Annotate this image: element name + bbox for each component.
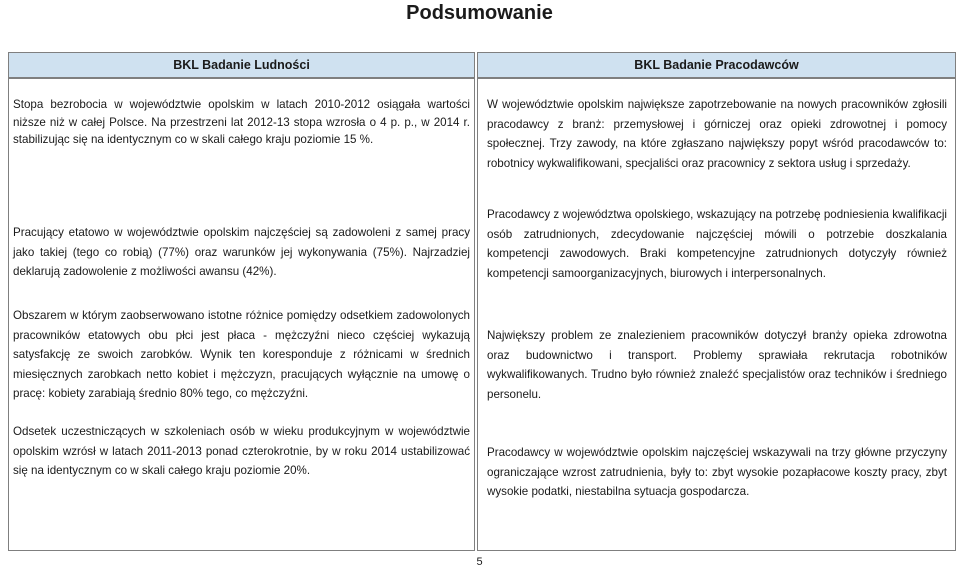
page-number: 5	[476, 556, 483, 568]
summary-paragraph: Pracujący etatowo w województwie opolskim najczęściej są zadowoleni z samej pracy jako takiej (tego co robią) (77%) oraz warunków jej wykonywania (75%). Najrzadziej deklarują zadowolenie z możliwości awansu (42%).	[13, 226, 470, 278]
summary-paragraph: Pracodawcy w województwie opolskim najczęściej wskazywali na trzy główne przyczyny ograniczające wzrost zatrudnienia, były to: zbyt wysokie pozapłacowe koszty pracy, zbyt wysokie podatki, niestabilna sytuacja gospodarcza.	[487, 446, 947, 498]
employer-column	[477, 78, 956, 551]
summary-paragraph: Największy problem ze znalezieniem pracowników dotyczył branży opieka zdrowotna oraz budownictwo i transport. Problemy sprawiała rekrutacja robotników wykwalifikowanych. Trudno było również znaleźć specjalistów oraz techników i średniego personelu.	[487, 329, 947, 401]
population-column	[8, 78, 475, 551]
summary-table	[8, 52, 956, 551]
header-employer-study: BKL Badanie Pracodawców	[477, 52, 956, 78]
page-title: Podsumowanie	[406, 2, 553, 24]
summary-paragraph: Stopa bezrobocia w województwie opolskim w latach 2010-2012 osiągała wartości niższe niż w całej Polsce. Na przestrzeni lat 2012-13 stopa wzrosła o 4 p. p., w 2014 r. stabilizując się na identycznym co w skali całego kraju poziomie 15 %.	[13, 98, 470, 146]
summary-paragraph: Odsetek uczestniczących w szkoleniach osób w wieku produkcyjnym w województwie opolskim wzrósł w latach 2011-2013 ponad czterokrotnie, by w roku 2014 ustabilizować się na identycznym co w skali całego kraju poziomie 20%.	[13, 425, 470, 477]
summary-paragraph: W województwie opolskim największe zapotrzebowanie na nowych pracowników zgłosili pracodawcy z branż: przemysłowej i górniczej oraz opieki zdrowotnej i pomocy społecznej. Trzy zawody, na które zgłaszano największy popyt wśród pracodawców to: robotnicy wykwalifikowani, specjaliści oraz pracownicy z sektora usług i sprzedaży.	[487, 98, 947, 170]
summary-paragraph: Obszarem w którym zaobserwowano istotne różnice pomiędzy odsetkiem zadowolonych pracowników etatowych obu płci jest płaca - mężczyźni nieco częściej wykazują satysfakcję ze swoich zarobków. Wynik ten koresponduje z różnicami w średnich miesięcznych zarobkach netto kobiet i mężczyzn, pracujących wyłącznie na umowę o pracę: kobiety zarabiają średnio 80% tego, co mężczyźni.	[13, 309, 470, 400]
summary-paragraph: Pracodawcy z województwa opolskiego, wskazujący na potrzebę podniesienia kwalifikacji osób zatrudnionych, zdecydowanie najczęściej mówili o potrzebie doszkalania kompetencji zawodowych. Braki kompetencyjne zatrudnionych dotyczyły również kompetencji samoorganizacyjnych, biurowych i interpersonalnych.	[487, 208, 947, 280]
header-population-study: BKL Badanie Ludności	[8, 52, 475, 78]
